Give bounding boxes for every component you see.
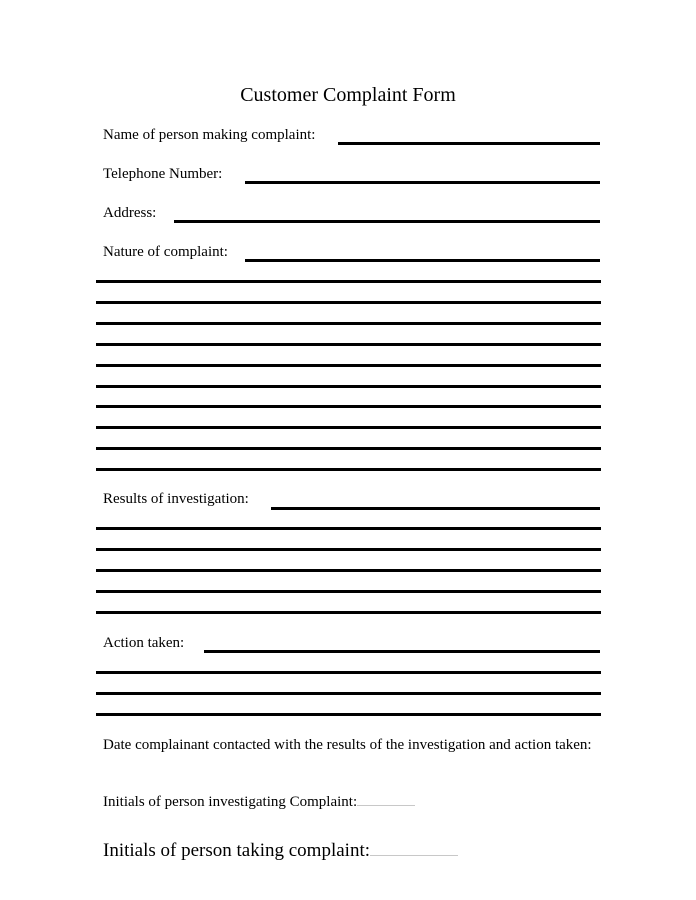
results-writing-line[interactable] xyxy=(96,527,601,530)
results-writing-line[interactable] xyxy=(96,569,601,572)
action-writing-line[interactable] xyxy=(96,692,601,695)
results-label: Results of investigation: xyxy=(103,491,249,507)
nature-writing-line[interactable] xyxy=(96,322,601,325)
date-contacted-text: Date complainant contacted with the results of the investigation and action taken: xyxy=(103,737,592,753)
results-writing-line[interactable] xyxy=(96,611,601,614)
initials-investigating-blank[interactable] xyxy=(357,791,415,806)
nature-writing-line[interactable] xyxy=(96,364,601,367)
initials-taking-label: Initials of person taking complaint: xyxy=(103,840,371,861)
results-field-line[interactable] xyxy=(271,507,600,510)
name-label: Name of person making complaint: xyxy=(103,127,316,143)
nature-writing-line[interactable] xyxy=(96,343,601,346)
nature-writing-line[interactable] xyxy=(96,280,601,283)
nature-writing-line[interactable] xyxy=(96,426,601,429)
initials-taking-row xyxy=(103,839,458,862)
nature-writing-line[interactable] xyxy=(96,405,601,408)
initials-taking-blank[interactable] xyxy=(370,839,458,856)
action-writing-line[interactable] xyxy=(96,713,601,716)
telephone-label: Telephone Number: xyxy=(103,166,223,182)
name-field-line[interactable] xyxy=(338,142,600,145)
nature-writing-line[interactable] xyxy=(96,385,601,388)
nature-writing-line[interactable] xyxy=(96,468,601,471)
nature-writing-line[interactable] xyxy=(96,301,601,304)
form-title: Customer Complaint Form xyxy=(240,84,456,106)
action-field-line[interactable] xyxy=(204,650,600,653)
address-label: Address: xyxy=(103,205,157,221)
initials-investigating-row xyxy=(103,791,415,811)
results-writing-line[interactable] xyxy=(96,590,601,593)
results-writing-line[interactable] xyxy=(96,548,601,551)
nature-label: Nature of complaint: xyxy=(103,244,228,260)
action-writing-line[interactable] xyxy=(96,671,601,674)
nature-field-line[interactable] xyxy=(245,259,600,262)
telephone-field-line[interactable] xyxy=(245,181,600,184)
nature-writing-line[interactable] xyxy=(96,447,601,450)
initials-investigating-label: Initials of person investigating Complaint: xyxy=(103,794,358,810)
action-label: Action taken: xyxy=(103,635,185,651)
address-field-line[interactable] xyxy=(174,220,600,223)
